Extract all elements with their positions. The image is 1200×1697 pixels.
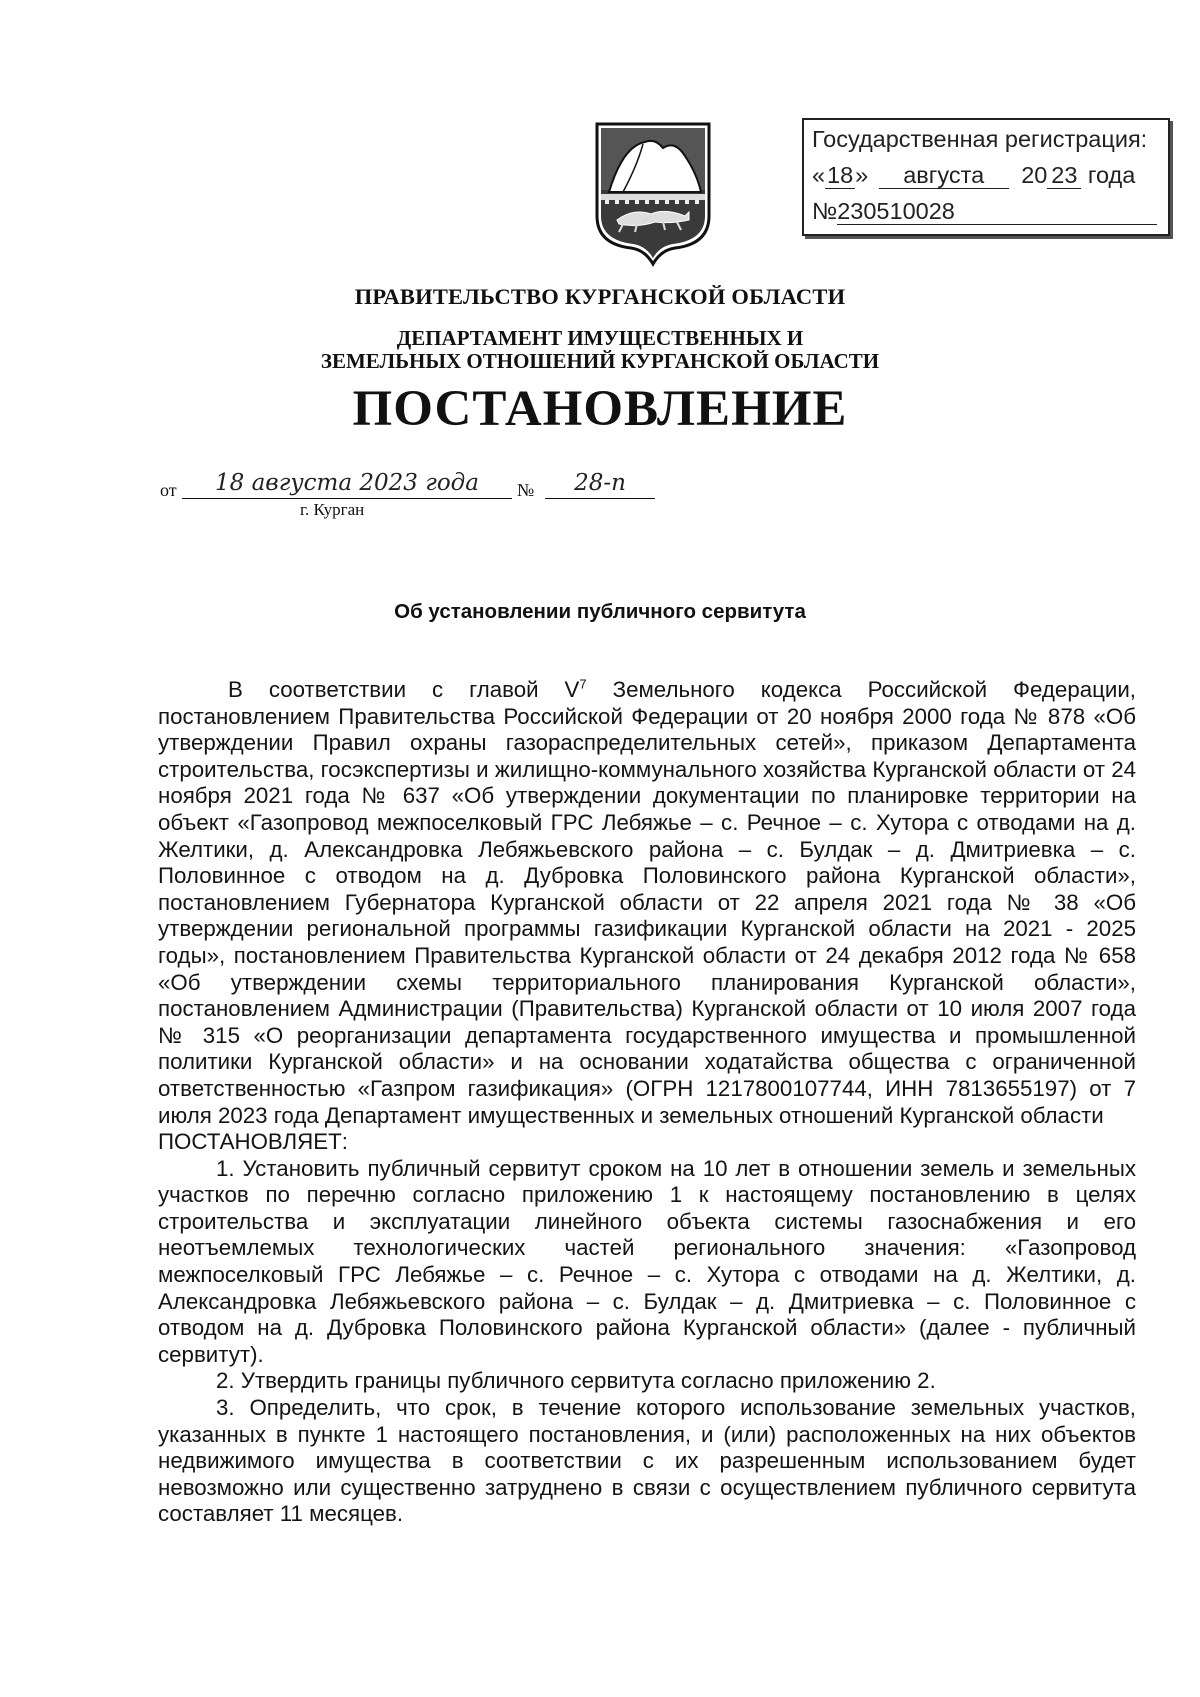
number-label: № <box>517 480 535 500</box>
city-label: г. Курган <box>300 500 365 519</box>
handwritten-number: 28-п <box>545 468 655 499</box>
document-type-heading: ПОСТАНОВЛЕНИЕ <box>352 381 848 437</box>
clause-1: 1. Установить публичный сервитут сроком на 10 лет в отношении земель и земельных участков по перечню согласно приложению 1 к настоящему постановлению в целях строительства и эксплуатации линейного объекта системы газоснабжения и его неотъемлемых технологических частей регионального значения: «Газопровод межпоселковый ГРС Лебяжье – с. Речное – с. Хутора с отводами на д. Желтики, д. Александровка Лебяжьевского района – с. Булдак – д. Дмитриевка – с. Половинное с отводом на д. Дубровка Половинского района Курганской области» (далее - публичный сервитут). <box>158 1155 1136 1367</box>
document-body <box>158 677 1136 1528</box>
registration-stamp <box>802 118 1170 236</box>
handwritten-date: 18 августа 2023 года <box>182 468 512 499</box>
registration-day: 18 <box>827 162 854 188</box>
registration-year: 23 <box>1047 162 1081 189</box>
clause-3: 3. Определить, что срок, в течение которого использование земельных участков, указанных в пункте 1 настоящего постановления, и (или) расположенных на них объектов недвижимого имущества в соответствии с их разрешенным использованием будет невозможно или существенно затруднено в связи с осуществлением публичного сервитута составляет 11 месяцев. <box>158 1395 1136 1527</box>
registration-title: Государственная регистрация: <box>812 126 1148 152</box>
registration-month: августа <box>879 162 1009 189</box>
date-from-label: от <box>160 480 177 500</box>
preamble-paragraph: В соответствии с главой $V^7$ Земельного кодекса Российской Федерации, постановлением Правительства Российской Федерации от 20 ноября 2000 года № 878 «Об утверждении Правил охраны газораспределительных сетей», приказом Департамента строительства, госэкспертизы и жилищно-коммунального хозяйства Курганской области от 24 ноября 2021 года № 637 «Об утверждении документации по планировке территории на объект «Газопровод межпоселковый ГРС Лебяжье – с. Речное – с. Хутора с отводами на д. Желтики, д. Александровка Лебяжьевского района – с. Булдак – д. Дмитриевка – с. Половинное с отводом на д. Дубровка Половинского района Курганской области», постановлением Губернатора Курганской области от 22 апреля 2021 года № 38 «Об утверждении региональной программы газификации Курганской области на 2021 - 2025 годы», постановлением Правительства Курганской области от 24 декабря 2012 года № 658 «Об утверждении схемы территориального планирования Курганской области», постановлением Администрации (Правительства) Курганской области от 10 июля 2007 года № 315 «О реорганизации департамента государственного имущества и промышленной политики Курганской области» и на основании ходатайства общества с ограниченной ответственностью «Газпром газификация» (ОГРН 1217800107744, ИНН 7813655197) от 7 июля 2023 года Департамент имущественных и земельных отношений Курганской области <box>158 676 1136 1128</box>
date-line <box>160 468 680 528</box>
document-title: Об установлении публичного сервитута <box>394 600 806 623</box>
coat-of-arms-icon <box>593 120 713 270</box>
department-heading-line1: ДЕПАРТАМЕНТ ИМУЩЕСТВЕННЫХ И <box>396 326 804 350</box>
department-heading-line2: ЗЕМЕЛЬНЫХ ОТНОШЕНИЙ КУРГАНСКОЙ ОБЛАСТИ <box>320 349 880 373</box>
resolve-line: ПОСТАНОВЛЯЕТ: <box>158 1129 348 1155</box>
clause-2: 2. Утвердить границы публичного сервитута согласно приложению 2. <box>216 1368 936 1394</box>
government-heading: ПРАВИТЕЛЬСТВО КУРГАНСКОЙ ОБЛАСТИ <box>354 284 846 309</box>
registration-number: №230510028 <box>812 198 1157 225</box>
registration-date: «18» августа 20 23 года <box>812 162 1136 188</box>
